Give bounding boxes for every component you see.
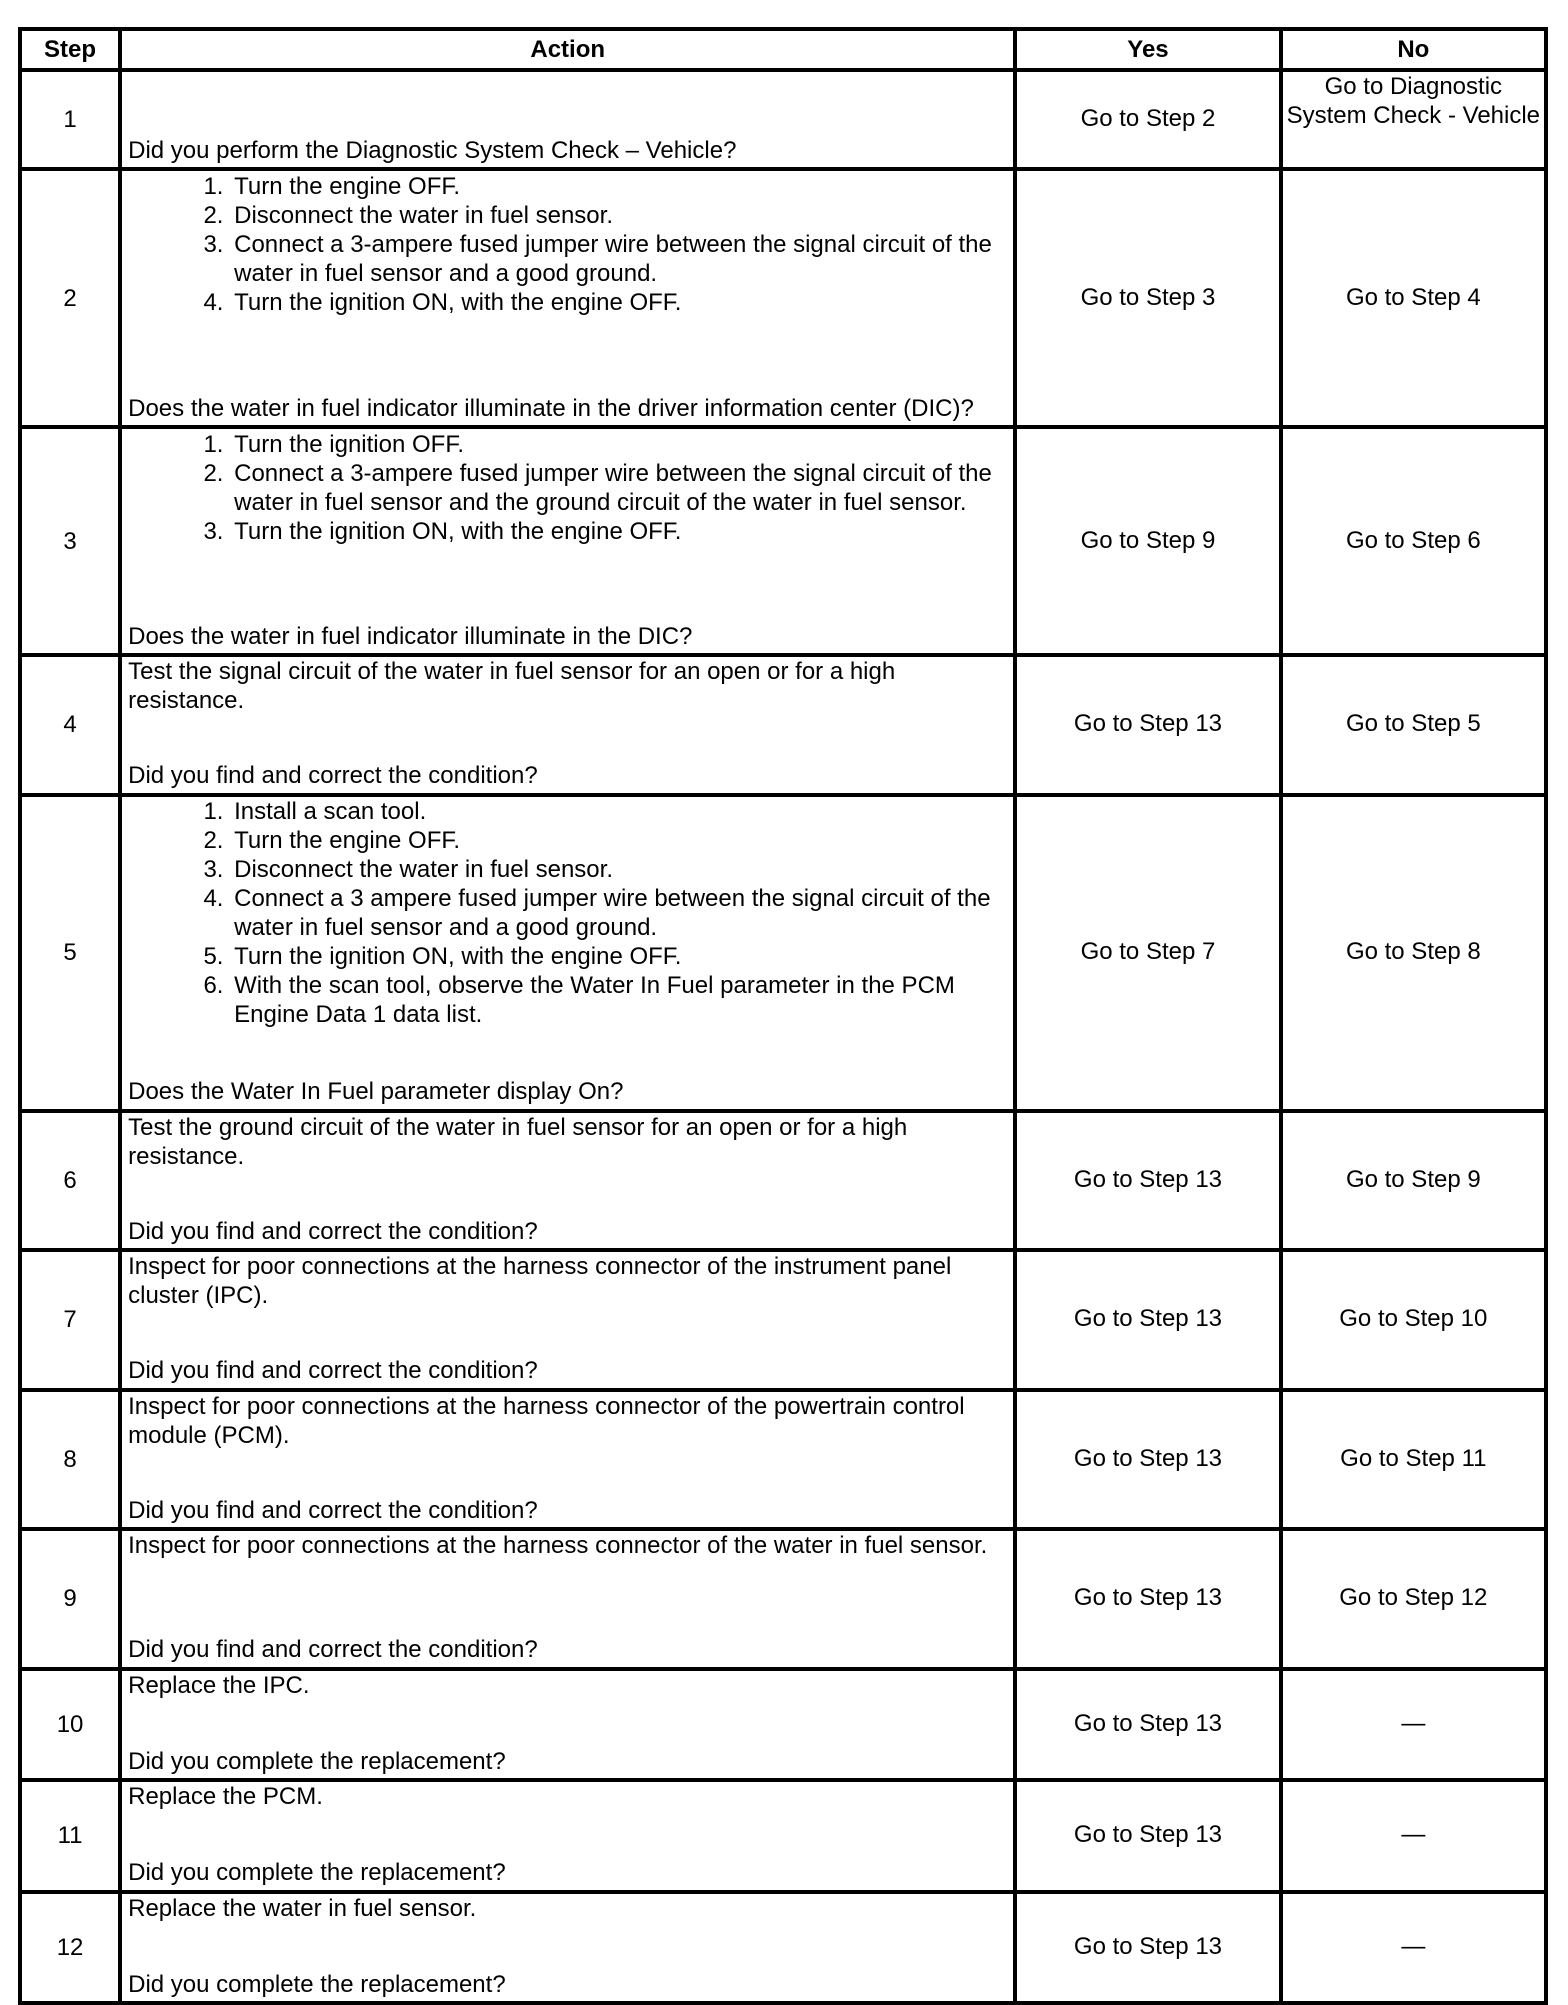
no-result: Go to Step 8 — [1281, 795, 1546, 1111]
action-question: Did you complete the replacement? — [128, 1747, 506, 1775]
yes-result: Go to Step 13 — [1015, 1529, 1280, 1669]
table-row — [20, 1529, 1546, 1669]
step-number: 1 — [20, 70, 120, 169]
action-instruction: Inspect for poor connections at the harness connector of the instrument panel cluster (IPC). — [128, 1253, 952, 1310]
action-content — [128, 1252, 1007, 1387]
yes-result: Go to Step 13 — [1015, 1780, 1280, 1891]
step-number: 9 — [20, 1529, 120, 1669]
action-content — [128, 1392, 1007, 1527]
step-number: 7 — [20, 1250, 120, 1390]
action-step-item: 1. Install a scan tool. — [230, 797, 1007, 826]
table-row — [20, 1111, 1546, 1251]
action-step-item: 3. Disconnect the water in fuel sensor. — [230, 855, 1007, 884]
action-step-item: 2. Disconnect the water in fuel sensor. — [230, 201, 1007, 230]
action-instruction: Replace the PCM. — [128, 1783, 323, 1811]
action-cell — [120, 1892, 1015, 2003]
step-number: 8 — [20, 1390, 120, 1530]
yes-result: Go to Step 9 — [1015, 427, 1280, 655]
step-number: 4 — [20, 655, 120, 795]
action-content — [128, 1782, 1007, 1889]
action-step-item: 4. Turn the ignition ON, with the engine OFF. — [230, 288, 1007, 317]
table-row — [20, 1250, 1546, 1390]
step-number: 3 — [20, 427, 120, 655]
action-content — [128, 1531, 1007, 1666]
yes-result: Go to Step 13 — [1015, 1250, 1280, 1390]
yes-result: Go to Step 7 — [1015, 795, 1280, 1111]
action-step-item: 5. Turn the ignition ON, with the engine OFF. — [230, 942, 1007, 971]
yes-result: Go to Step 2 — [1015, 70, 1280, 169]
action-cell — [120, 795, 1015, 1111]
action-cell — [120, 1780, 1015, 1891]
action-content — [128, 172, 1007, 425]
action-content — [128, 430, 1007, 653]
yes-result: Go to Step 13 — [1015, 1892, 1280, 2003]
no-result: Go to Step 11 — [1281, 1390, 1546, 1530]
step-number: 6 — [20, 1111, 120, 1251]
action-step-item: 3. Turn the ignition ON, with the engine OFF. — [230, 517, 1007, 546]
header-row — [20, 29, 1546, 70]
action-question: Did you find and correct the condition? — [128, 762, 538, 790]
action-question: Does the water in fuel indicator illuminate in the driver information center (DIC)? — [128, 394, 974, 422]
action-question: Does the water in fuel indicator illuminate in the DIC? — [128, 622, 693, 650]
action-content — [128, 797, 1007, 1108]
action-instruction: Test the ground circuit of the water in fuel sensor for an open or for a high resistance. — [128, 1113, 908, 1170]
action-question: Does the Water In Fuel parameter display On? — [128, 1078, 624, 1106]
yes-result: Go to Step 13 — [1015, 655, 1280, 795]
table-row — [20, 427, 1546, 655]
action-content — [128, 1894, 1007, 2001]
action-question: Did you find and correct the condition? — [128, 1496, 538, 1524]
action-step-list — [128, 430, 1007, 546]
table-row — [20, 1669, 1546, 1780]
action-question: Did you find and correct the condition? — [128, 1357, 538, 1385]
table-row — [20, 655, 1546, 795]
no-result: Go to Step 6 — [1281, 427, 1546, 655]
action-cell — [120, 169, 1015, 427]
action-instruction: Test the signal circuit of the water in fuel sensor for an open or for a high resistance. — [128, 658, 896, 715]
action-instruction: Replace the IPC. — [128, 1671, 310, 1699]
action-instruction: Replace the water in fuel sensor. — [128, 1894, 477, 1922]
table-row — [20, 169, 1546, 427]
action-cell — [120, 427, 1015, 655]
action-cell — [120, 655, 1015, 795]
action-step-item: 2. Connect a 3-ampere fused jumper wire between the signal circuit of the water in fuel sensor and the ground circuit of the water in fuel sensor. — [230, 459, 1007, 517]
no-result: Go to Step 4 — [1281, 169, 1546, 427]
no-result: Go to Step 12 — [1281, 1529, 1546, 1669]
action-question: Did you find and correct the condition? — [128, 1217, 538, 1245]
action-question: Did you find and correct the condition? — [128, 1636, 538, 1664]
action-cell — [120, 1250, 1015, 1390]
table-row — [20, 795, 1546, 1111]
diagnostic-table — [18, 27, 1548, 2005]
yes-result: Go to Step 13 — [1015, 1669, 1280, 1780]
action-cell — [120, 1111, 1015, 1251]
action-cell — [120, 1529, 1015, 1669]
step-number: 5 — [20, 795, 120, 1111]
step-number: 11 — [20, 1780, 120, 1891]
action-cell — [120, 1390, 1015, 1530]
action-cell — [120, 70, 1015, 169]
yes-result: Go to Step 13 — [1015, 1111, 1280, 1251]
action-step-item: 1. Turn the ignition OFF. — [230, 430, 1007, 459]
action-instruction: Inspect for poor connections at the harness connector of the powertrain control module (PCM). — [128, 1392, 965, 1449]
table-row — [20, 1390, 1546, 1530]
action-step-list — [128, 797, 1007, 1029]
no-result: — — [1281, 1780, 1546, 1891]
step-number: 10 — [20, 1669, 120, 1780]
step-number: 12 — [20, 1892, 120, 2003]
action-content — [128, 72, 1007, 167]
no-result: — — [1281, 1669, 1546, 1780]
action-instruction: Inspect for poor connections at the harness connector of the water in fuel sensor. — [128, 1532, 988, 1560]
header-action: Action — [120, 29, 1015, 70]
header-step: Step — [20, 29, 120, 70]
action-question: Did you complete the replacement? — [128, 1859, 506, 1887]
no-result: Go to Step 10 — [1281, 1250, 1546, 1390]
action-content — [128, 657, 1007, 792]
table-row — [20, 1892, 1546, 2003]
table-row — [20, 70, 1546, 169]
table-row — [20, 1780, 1546, 1891]
action-cell — [120, 1669, 1015, 1780]
no-result: Go to Step 9 — [1281, 1111, 1546, 1251]
yes-result: Go to Step 3 — [1015, 169, 1280, 427]
action-step-item: 2. Turn the engine OFF. — [230, 826, 1007, 855]
no-result: Go to Step 5 — [1281, 655, 1546, 795]
header-yes: Yes — [1015, 29, 1280, 70]
action-content — [128, 1671, 1007, 1778]
header-no: No — [1281, 29, 1546, 70]
step-number: 2 — [20, 169, 120, 427]
no-result: Go to Diagnostic System Check - Vehicle — [1281, 70, 1546, 169]
no-result: — — [1281, 1892, 1546, 2003]
action-step-item: 1. Turn the engine OFF. — [230, 172, 1007, 201]
action-question: Did you perform the Diagnostic System Check – Vehicle? — [128, 137, 737, 165]
action-question: Did you complete the replacement? — [128, 1970, 506, 1998]
action-step-item: 4. Connect a 3 ampere fused jumper wire between the signal circuit of the water in fuel sensor and a good ground. — [230, 884, 1007, 942]
action-step-item: 6. With the scan tool, observe the Water In Fuel parameter in the PCM Engine Data 1 data list. — [230, 971, 1007, 1029]
yes-result: Go to Step 13 — [1015, 1390, 1280, 1530]
action-step-list — [128, 172, 1007, 317]
action-step-item: 3. Connect a 3-ampere fused jumper wire between the signal circuit of the water in fuel sensor and a good ground. — [230, 230, 1007, 288]
action-content — [128, 1113, 1007, 1248]
